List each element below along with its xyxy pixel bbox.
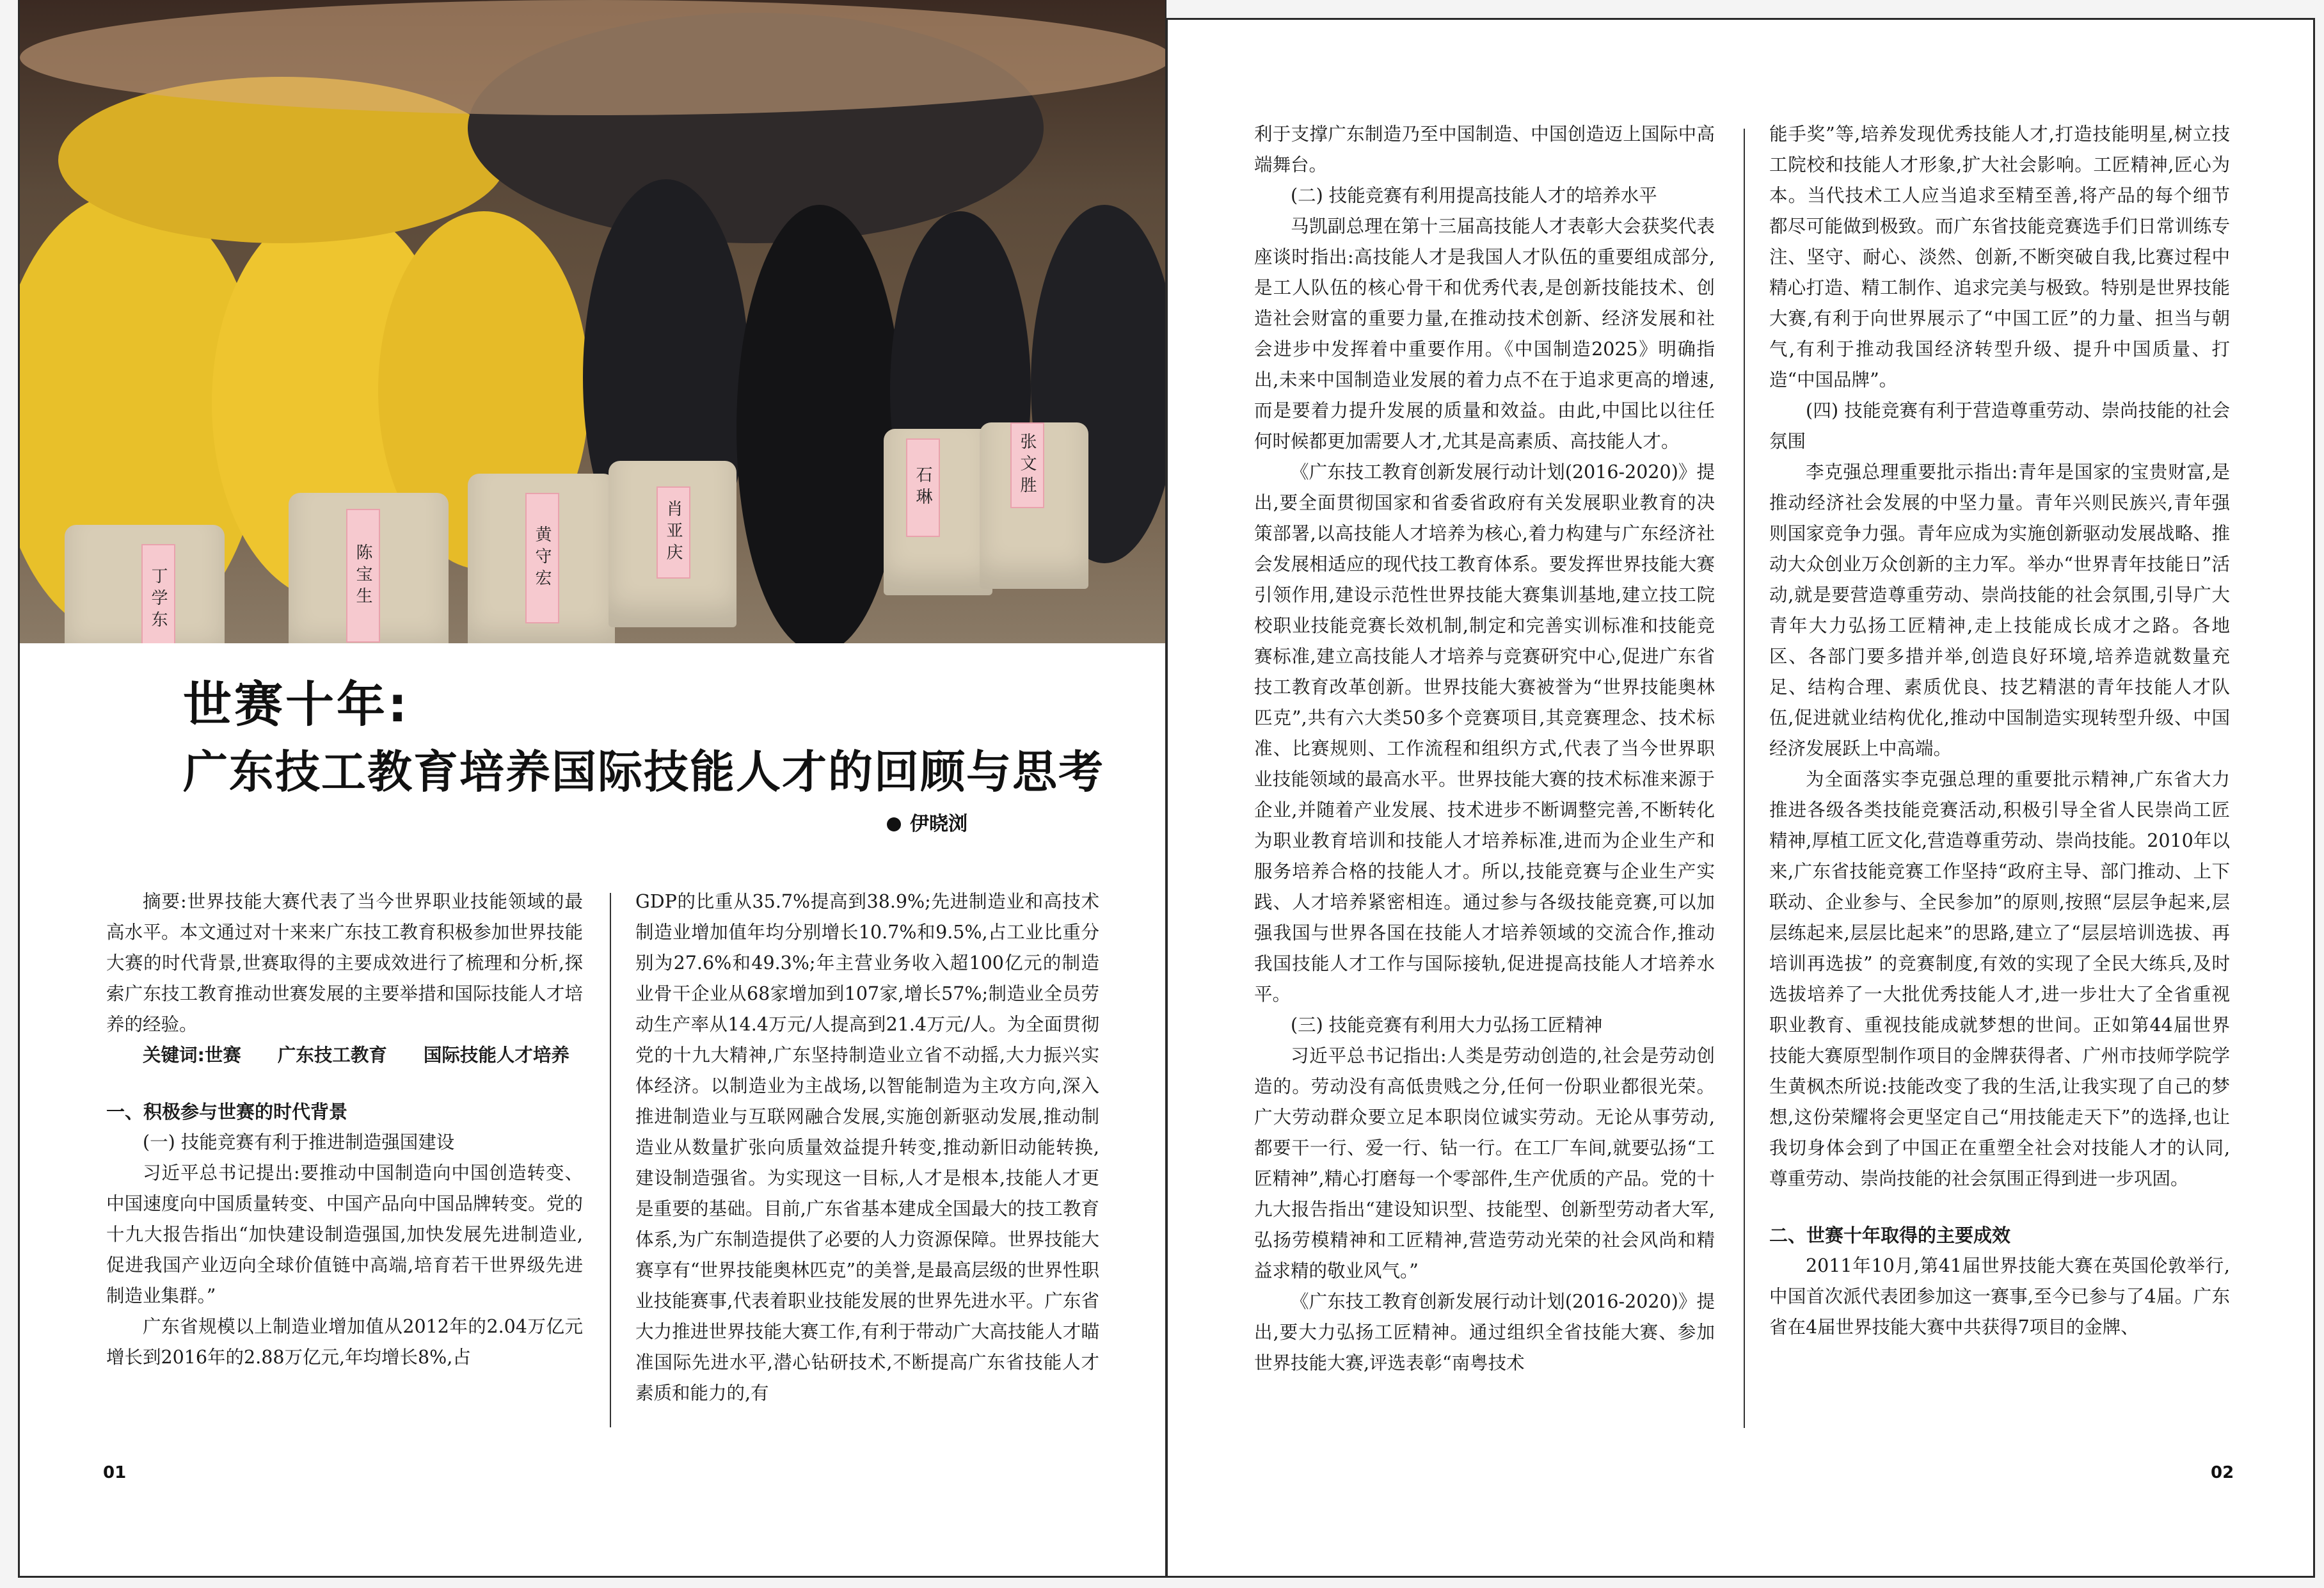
right-page: [1166, 18, 2315, 1578]
subheading-2: (二) 技能竞赛有利用提高技能人才的培养水平: [1291, 185, 1657, 206]
nameplate-3: 黄守宏: [525, 493, 559, 623]
col4-paragraph-3: 为全面落实李克强总理的重要批示精神,广东省大力推进各级各类技能竞赛活动,积极引导全省人民崇尚工匠精神,厚植工匠文化,营造尊重劳动、崇尚技能。2010年以来,广东省技能竞赛工作坚持“政府主导、部门推动、上下联动、企业参与、全民参加”的原则,按照“层层争起来,层层练起来,层层比起来”的思路,建立了“层层培训选拔、再培训再选拔” 的竞赛制度,有效的实现了全民大练兵,及时选拔培养了一大批优秀技能人才,进一步壮大了全省重视职业教育、重视技能成就梦想的世间。正如第44届世界技能大赛原型制作项目的金牌获得者、广州市技师学院学生黄枫杰所说:技能改变了我的生活,让我实现了自己的梦想,这份荣耀将会更坚定自己“用技能走天下”的选择,也让我切身体会到了中国正在重塑全社会对技能人才的认同,尊重劳动、崇尚技能的社会氛围正得到进一步巩固。: [1769, 769, 2230, 1189]
col4-paragraph-4: 2011年10月,第41届世界技能大赛在英国伦敦举行,中国首次派代表团参加这一赛事,至今已参与了4届。广东省在4届世界技能大赛中共获得7项目的金牌、: [1769, 1255, 2230, 1338]
keywords: 关键词:世赛 广东技工教育 国际技能人才培养: [143, 1045, 569, 1066]
subheading-1: (一) 技能竞赛有利于推进制造强国建设: [143, 1132, 455, 1153]
column-2: [635, 886, 1099, 1409]
bullet-icon: [887, 817, 901, 831]
col3-paragraph-5: 《广东技工教育创新发展行动计划(2016-2020)》提出,要大力弘扬工匠精神。通过组织全省技能大赛、参加世界技能大赛,评选表彰“南粤技术: [1254, 1291, 1715, 1374]
column-1: [106, 886, 583, 1373]
col1-paragraph-1: 习近平总书记提出:要推动中国制造向中国创造转变、中国速度向中国质量转变、中国产品向中国品牌转变。党的十九大报告指出“加快建设制造强国,加快发展先进制造业,促进我国产业迈向全球价值链中高端,培育若干世界级先进制造业集群。”: [106, 1162, 583, 1306]
nameplate-2: 陈宝生: [346, 509, 380, 643]
author-byline: [887, 808, 967, 836]
nameplate-4: 肖亚庆: [657, 486, 690, 579]
official-suit-2: [736, 205, 903, 643]
subheading-4: (四) 技能竞赛有利于营造尊重劳动、崇尚技能的社会氛围: [1769, 400, 2230, 452]
col4-paragraph-1: 能手奖”等,培养发现优秀技能人才,打造技能明星,树立技工院校和技能人才形象,扩大社会影响。工匠精神,匠心为本。当代技术工人应当追求至精至善,将产品的每个细节都尽可能做到极致。而广东省技能竞赛选手们日常训练专注、坚守、耐心、淡然、创新,不断突破自我,比赛过程中精心打造、精工制作、追求完美与极致。特别是世界技能大赛,有利于向世界展示了“中国工匠”的力量、担当与朝气,有利于推动我国经济转型升级、提升中国质量、打造“中国品牌”。: [1769, 124, 2230, 390]
col3-paragraph-1: 利于支撑广东制造乃至中国制造、中国创造迈上国际中高端舞台。: [1254, 124, 1715, 175]
abstract: 摘要:世界技能大赛代表了当今世界职业技能领域的最高水平。本文通过对十来来广东技工教育积极参加世界技能大赛的时代背景,世赛取得的主要成效进行了梳理和分析,探索广东技工教育推动世赛发展的主要举措和国际技能人才培养的经验。: [106, 891, 583, 1035]
col2-paragraph-1: GDP的比重从35.7%提高到38.9%;先进制造业和高技术制造业增加值年均分别增长10.7%和9.5%,占工业比重分别为27.6%和49.3%;年主营业务收入超100亿元的制造业骨干企业从68家增加到107家,增长57%;制造业全员劳动生产率从14.4万元/人提高到21.4万元/人。为全面贯彻党的十九大精神,广东坚持制造业立省不动摇,大力振兴实体经济。以制造业为主战场,以智能制造为主攻方向,深入推进制造业与互联网融合发展,实施创新驱动发展,推动制造业从数量扩张向质量效益提升转变,推动新旧动能转换,建设制造强省。为实现这一目标,人才是根本,技能人才更是重要的基础。目前,广东省基本建成全国最大的技工教育体系,为广东制造提供了必要的人力资源保障。世界技能大赛享有“世界技能奥林匹克”的美誉,是最高层级的世界性职业技能赛事,代表着职业技能发展的世界先进水平。广东省大力推进世界技能大赛工作,有利于带动广大高技能人才瞄准国际先进水平,潜心钻研技术,不断提高广东省技能人才素质和能力的,有: [635, 891, 1099, 1404]
col1-paragraph-2: 广东省规模以上制造业增加值从2012年的2.04万亿元增长到2016年的2.88万亿元,年均增长8%,占: [106, 1316, 583, 1368]
column-divider-right: [1744, 129, 1745, 1428]
left-page: [18, 0, 1166, 1578]
nameplate-5: 石琳: [906, 438, 940, 537]
article-title-line2: 广东技工教育培养国际技能人才的回顾与思考: [183, 746, 1104, 798]
page-number-left: 01: [103, 1463, 127, 1482]
section-heading-1: 一、积极参与世赛的时代背景: [106, 1101, 348, 1123]
nameplate-1: 丁学东: [141, 544, 175, 643]
column-3: [1254, 119, 1715, 1379]
subheading-3: (三) 技能竞赛有利用大力弘扬工匠精神: [1291, 1015, 1603, 1036]
column-divider-left: [610, 893, 611, 1427]
col3-paragraph-2: 马凯副总理在第十三届高技能人才表彰大会获奖代表座谈时指出:高技能人才是我国人才队伍的重要组成部分,是工人队伍的核心骨干和优秀代表,是创新技能技术、创造社会财富的重要力量,在推动技术创新、经济发展和社会进步中发挥着中重要作用。《中国制造2025》明确指出,未来中国制造业发展的着力点不在于追求更高的增速,而是要着力提升发展的质量和效益。由此,中国比以往任何时候都更加需要人才,尤其是高素质、高技能人才。: [1254, 216, 1715, 452]
spacer: [1769, 1194, 2230, 1220]
page-number-right: 02: [2211, 1463, 2234, 1482]
spacer: [106, 1071, 583, 1096]
section-heading-2: 二、世赛十年取得的主要成效: [1769, 1224, 2011, 1246]
col4-paragraph-2: 李克强总理重要批示指出:青年是国家的宝贵财富,是推动经济社会发展的中坚力量。青年兴则民族兴,青年强则国家竞争力强。青年应成为实施创新驱动发展战略、推动大众创业万众创新的主力军。举办“世界青年技能日”活动,就是要营造尊重劳动、崇尚技能的社会氛围,引导广大青年大力弘扬工匠精神,走上技能成长成才之路。各地区、各部门要多措并举,创造良好环境,培养造就数量充足、结构合理、素质优良、技艺精湛的青年技能人才队伍,促进就业结构优化,推动中国制造实现转型升级、中国经济发展跃上中高端。: [1769, 461, 2230, 759]
author-name: 伊晓浏: [910, 813, 967, 835]
col3-paragraph-4: 习近平总书记指出:人类是劳动创造的,社会是劳动创造的。劳动没有高低贵贱之分,任何一份职业都很光荣。广大劳动群众要立足本职岗位诚实劳动。无论从事劳动,都要干一行、爱一行、钻一行。在工厂车间,就要弘扬“工匠精神”,精心打磨每一个零部件,生产优质的产品。党的十九大报告指出“建设知识型、技能型、创新型劳动者大军,弘扬劳模精神和工匠精神,营造劳动光荣的社会风尚和精益求精的敬业风气。”: [1254, 1045, 1715, 1281]
col3-paragraph-3: 《广东技工教育创新发展行动计划(2016-2020)》提出,要全面贯彻国家和省委省政府有关发展职业教育的决策部署,以高技能人才培养为核心,着力构建与广东经济社会发展相适应的现代技工教育体系。要发挥世界技能大赛引领作用,建设示范性世界技能大赛集训基地,建立技工院校职业技能竞赛长效机制,制定和完善实训标准和技能竞赛标准,建立高技能人才培养与竞赛研究中心,促进广东省技工教育改革创新。世界技能大赛被誉为“世界技能奥林匹克”,共有六大类50多个竞赛项目,其竞赛理念、技术标准、比赛规则、工作流程和组织方式,代表了当今世界职业技能领域的最高水平。世界技能大赛的技术标准来源于企业,并随着产业发展、技术进步不断调整完善,不断转化为职业教育培训和技能人才培养标准,进而为企业生产和服务培养合格的技能人才。所以,技能竞赛与企业生产实践、人才培养紧密相连。通过参与各级技能竞赛,可以加强我国与世界各国在技能人才培养领域的交流合作,推动我国技能人才工作与国际接轨,促进提高技能人才培养水平。: [1254, 461, 1715, 1005]
column-4: [1769, 119, 2230, 1343]
nameplate-6: 张文胜: [1010, 422, 1044, 508]
ceremony-photo: [20, 0, 1166, 643]
article-title-line1: 世赛十年:: [183, 676, 410, 733]
crowd-faces-band: [20, 0, 1166, 115]
